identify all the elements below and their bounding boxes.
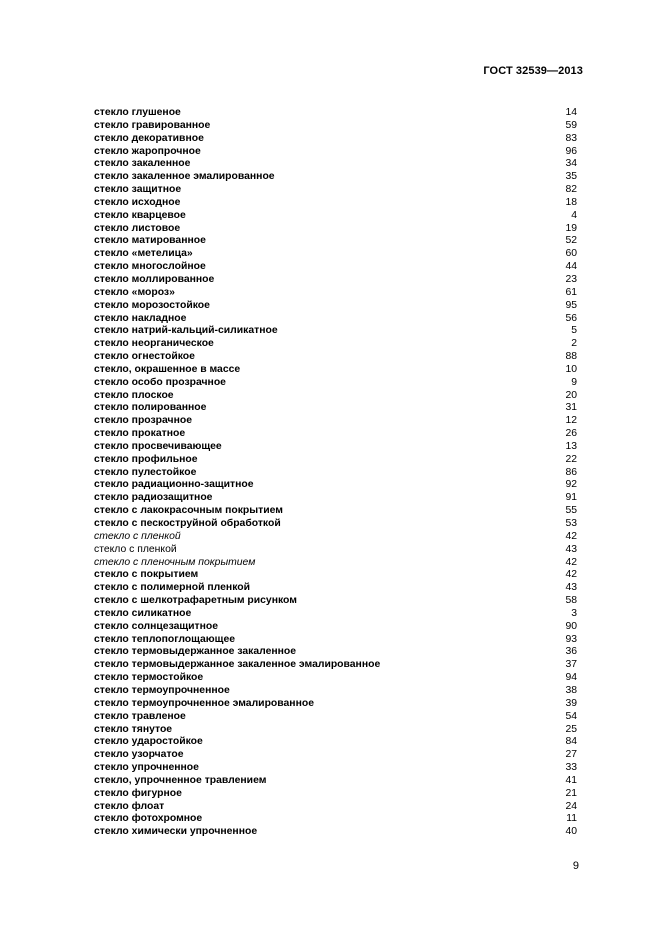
index-term: стекло листовое [94, 222, 181, 234]
index-term: стекло фотохромное [94, 813, 203, 825]
index-page-ref: 91 [565, 492, 577, 504]
index-row [94, 133, 577, 146]
index-row [94, 801, 577, 814]
term-index-list [94, 107, 577, 839]
index-term: стекло огнестойкое [94, 351, 195, 363]
index-page-ref: 40 [565, 826, 577, 838]
index-page-ref: 52 [565, 235, 577, 247]
index-term: стекло закаленное [94, 158, 191, 170]
index-term: стекло профильное [94, 453, 198, 465]
index-row [94, 467, 577, 480]
index-term: стекло с шелкотрафаретным рисунком [94, 595, 297, 607]
index-row [94, 287, 577, 300]
index-page-ref: 10 [565, 363, 577, 375]
index-page-ref: 35 [565, 171, 577, 183]
index-page-ref: 60 [565, 248, 577, 260]
index-row [94, 698, 577, 711]
index-row [94, 158, 577, 171]
index-row [94, 659, 577, 672]
index-page-ref: 27 [565, 749, 577, 761]
index-term: стекло «метелица» [94, 248, 193, 260]
page-number: 9 [572, 860, 579, 872]
index-term: стекло, упрочненное травлением [94, 774, 267, 786]
index-page-ref: 56 [565, 312, 577, 324]
index-term: стекло травленое [94, 710, 186, 722]
index-term: стекло термовыдержанное закаленное эмалированное [94, 659, 381, 671]
index-page-ref: 42 [565, 569, 577, 581]
index-page-ref: 43 [565, 582, 577, 594]
index-term: стекло особо прозрачное [94, 376, 226, 388]
index-row [94, 402, 577, 415]
index-term: стекло термовыдержанное закаленное [94, 646, 297, 658]
index-row [94, 415, 577, 428]
index-row [94, 582, 577, 595]
index-row [94, 313, 577, 326]
index-row [94, 634, 577, 647]
index-page-ref: 37 [565, 659, 577, 671]
index-row [94, 826, 577, 839]
index-page-ref: 53 [565, 518, 577, 529]
index-row [94, 171, 577, 184]
index-row [94, 428, 577, 441]
index-term: стекло химически упрочненное [94, 826, 258, 838]
index-term: стекло ударостойкое [94, 736, 203, 748]
index-page-ref: 61 [565, 286, 577, 298]
index-page-ref: 42 [565, 556, 577, 568]
index-term: стекло закаленное эмалированное [94, 171, 275, 183]
index-term: стекло многослойное [94, 261, 206, 273]
index-term: стекло термостойкое [94, 672, 204, 684]
index-term: стекло кварцевое [94, 209, 186, 221]
index-page-ref: 94 [565, 672, 577, 684]
index-term: стекло теплопоглощающее [94, 633, 235, 645]
index-page-ref: 95 [565, 299, 577, 311]
index-page-ref: 84 [565, 736, 577, 748]
index-page-ref: 92 [565, 479, 577, 491]
index-page-ref: 13 [565, 440, 577, 452]
index-page-ref: 43 [565, 543, 577, 555]
index-term: стекло морозостойкое [94, 299, 210, 311]
index-row [94, 557, 577, 570]
index-page-ref: 18 [565, 196, 577, 208]
index-term: стекло полированное [94, 402, 207, 414]
index-term: стекло узорчатое [94, 749, 184, 761]
index-row [94, 454, 577, 467]
index-page-ref: 55 [565, 505, 577, 517]
index-term: стекло термоупрочненное эмалированное [94, 697, 314, 709]
index-term: стекло с пескоструйной обработкой [94, 518, 281, 529]
index-row [94, 120, 577, 133]
index-row [94, 736, 577, 749]
index-page-ref: 31 [565, 402, 577, 414]
index-row [94, 569, 577, 582]
index-term: стекло плоское [94, 389, 174, 401]
index-row [94, 184, 577, 197]
index-page-ref: 93 [565, 633, 577, 645]
index-term: стекло накладное [94, 312, 187, 324]
index-row [94, 274, 577, 287]
index-term: стекло пулестойкое [94, 466, 197, 478]
index-page-ref: 19 [565, 222, 577, 234]
index-page-ref: 2 [571, 338, 577, 350]
index-page-ref: 38 [565, 684, 577, 696]
index-term: стекло моллированное [94, 273, 215, 285]
index-term: стекло флоат [94, 800, 165, 812]
index-page-ref: 88 [565, 351, 577, 363]
index-page-ref: 44 [565, 261, 577, 273]
index-term: стекло, окрашенное в массе [94, 363, 241, 375]
index-row [94, 608, 577, 621]
index-row [94, 377, 577, 390]
index-page-ref: 12 [565, 415, 577, 427]
index-row [94, 505, 577, 518]
index-row [94, 621, 577, 634]
index-row [94, 544, 577, 557]
index-page-ref: 59 [565, 119, 577, 131]
index-page-ref: 22 [565, 453, 577, 465]
index-row [94, 248, 577, 261]
index-page-ref: 24 [565, 800, 577, 812]
index-row [94, 762, 577, 775]
index-term: стекло с полимерной пленкой [94, 582, 250, 594]
index-term: стекло тянутое [94, 723, 173, 735]
index-term: стекло упрочненное [94, 762, 199, 774]
index-page-ref: 33 [565, 762, 577, 774]
index-row [94, 595, 577, 608]
index-page-ref: 96 [565, 145, 577, 157]
document-code-header: ГОСТ 32539—2013 [483, 65, 583, 77]
index-term: стекло глушеное [94, 107, 181, 118]
index-page-ref: 14 [565, 107, 577, 118]
index-row [94, 146, 577, 159]
index-row [94, 325, 577, 338]
index-term: стекло с покрытием [94, 569, 199, 581]
index-row [94, 711, 577, 724]
index-page-ref: 36 [565, 646, 577, 658]
index-term: стекло натрий-кальций-силикатное [94, 325, 278, 337]
index-row [94, 107, 577, 120]
index-row [94, 338, 577, 351]
index-term: стекло прозрачное [94, 415, 192, 427]
index-row [94, 197, 577, 210]
index-row [94, 364, 577, 377]
index-page-ref: 90 [565, 620, 577, 632]
index-term: стекло с лакокрасочным покрытием [94, 505, 283, 517]
index-page-ref: 83 [565, 132, 577, 144]
index-row [94, 223, 577, 236]
index-term: стекло гравированное [94, 119, 211, 131]
index-page-ref: 34 [565, 158, 577, 170]
index-page-ref: 54 [565, 710, 577, 722]
index-row [94, 261, 577, 274]
index-row [94, 724, 577, 737]
index-page-ref: 58 [565, 595, 577, 607]
index-row [94, 492, 577, 505]
index-row [94, 441, 577, 454]
index-row [94, 479, 577, 492]
index-term: стекло исходное [94, 196, 181, 208]
index-row [94, 210, 577, 223]
index-page-ref: 21 [565, 787, 577, 799]
index-page-ref: 86 [565, 466, 577, 478]
index-page-ref: 4 [571, 209, 577, 221]
index-row [94, 788, 577, 801]
index-page-ref: 20 [565, 389, 577, 401]
index-term: стекло с пленочным покрытием [94, 556, 256, 568]
index-page-ref: 9 [571, 376, 577, 388]
index-term: стекло с пленкой [94, 543, 177, 555]
index-row [94, 390, 577, 403]
index-page-ref: 3 [571, 607, 577, 619]
index-term: стекло просвечивающее [94, 440, 222, 452]
index-row [94, 749, 577, 762]
index-term: стекло солнцезащитное [94, 620, 219, 632]
index-term: стекло силикатное [94, 607, 192, 619]
index-term: стекло матированное [94, 235, 206, 247]
index-term: стекло неорганическое [94, 338, 214, 350]
index-term: стекло защитное [94, 184, 182, 196]
index-page-ref: 39 [565, 697, 577, 709]
index-term: стекло декоративное [94, 132, 204, 144]
index-term: стекло радиационно-защитное [94, 479, 254, 491]
index-page-ref: 41 [565, 774, 577, 786]
index-row [94, 531, 577, 544]
index-term: стекло термоупрочненное [94, 684, 230, 696]
index-term: стекло прокатное [94, 428, 186, 440]
index-row [94, 518, 577, 531]
index-page-ref: 42 [565, 530, 577, 542]
index-term: стекло фигурное [94, 787, 182, 799]
index-row [94, 235, 577, 248]
index-row [94, 775, 577, 788]
index-row [94, 351, 577, 364]
index-page-ref: 25 [565, 723, 577, 735]
index-term: стекло с пленкой [94, 530, 181, 542]
index-row [94, 300, 577, 313]
index-row [94, 672, 577, 685]
index-row [94, 813, 577, 826]
index-page-ref: 26 [565, 428, 577, 440]
index-page-ref: 5 [571, 325, 577, 337]
index-page-ref: 23 [565, 273, 577, 285]
index-page-ref: 82 [565, 184, 577, 196]
index-term: стекло жаропрочное [94, 145, 201, 157]
index-row [94, 646, 577, 659]
index-page-ref: 11 [566, 813, 577, 825]
index-term: стекло радиозащитное [94, 492, 213, 504]
index-term: стекло «мороз» [94, 286, 175, 298]
index-row [94, 685, 577, 698]
